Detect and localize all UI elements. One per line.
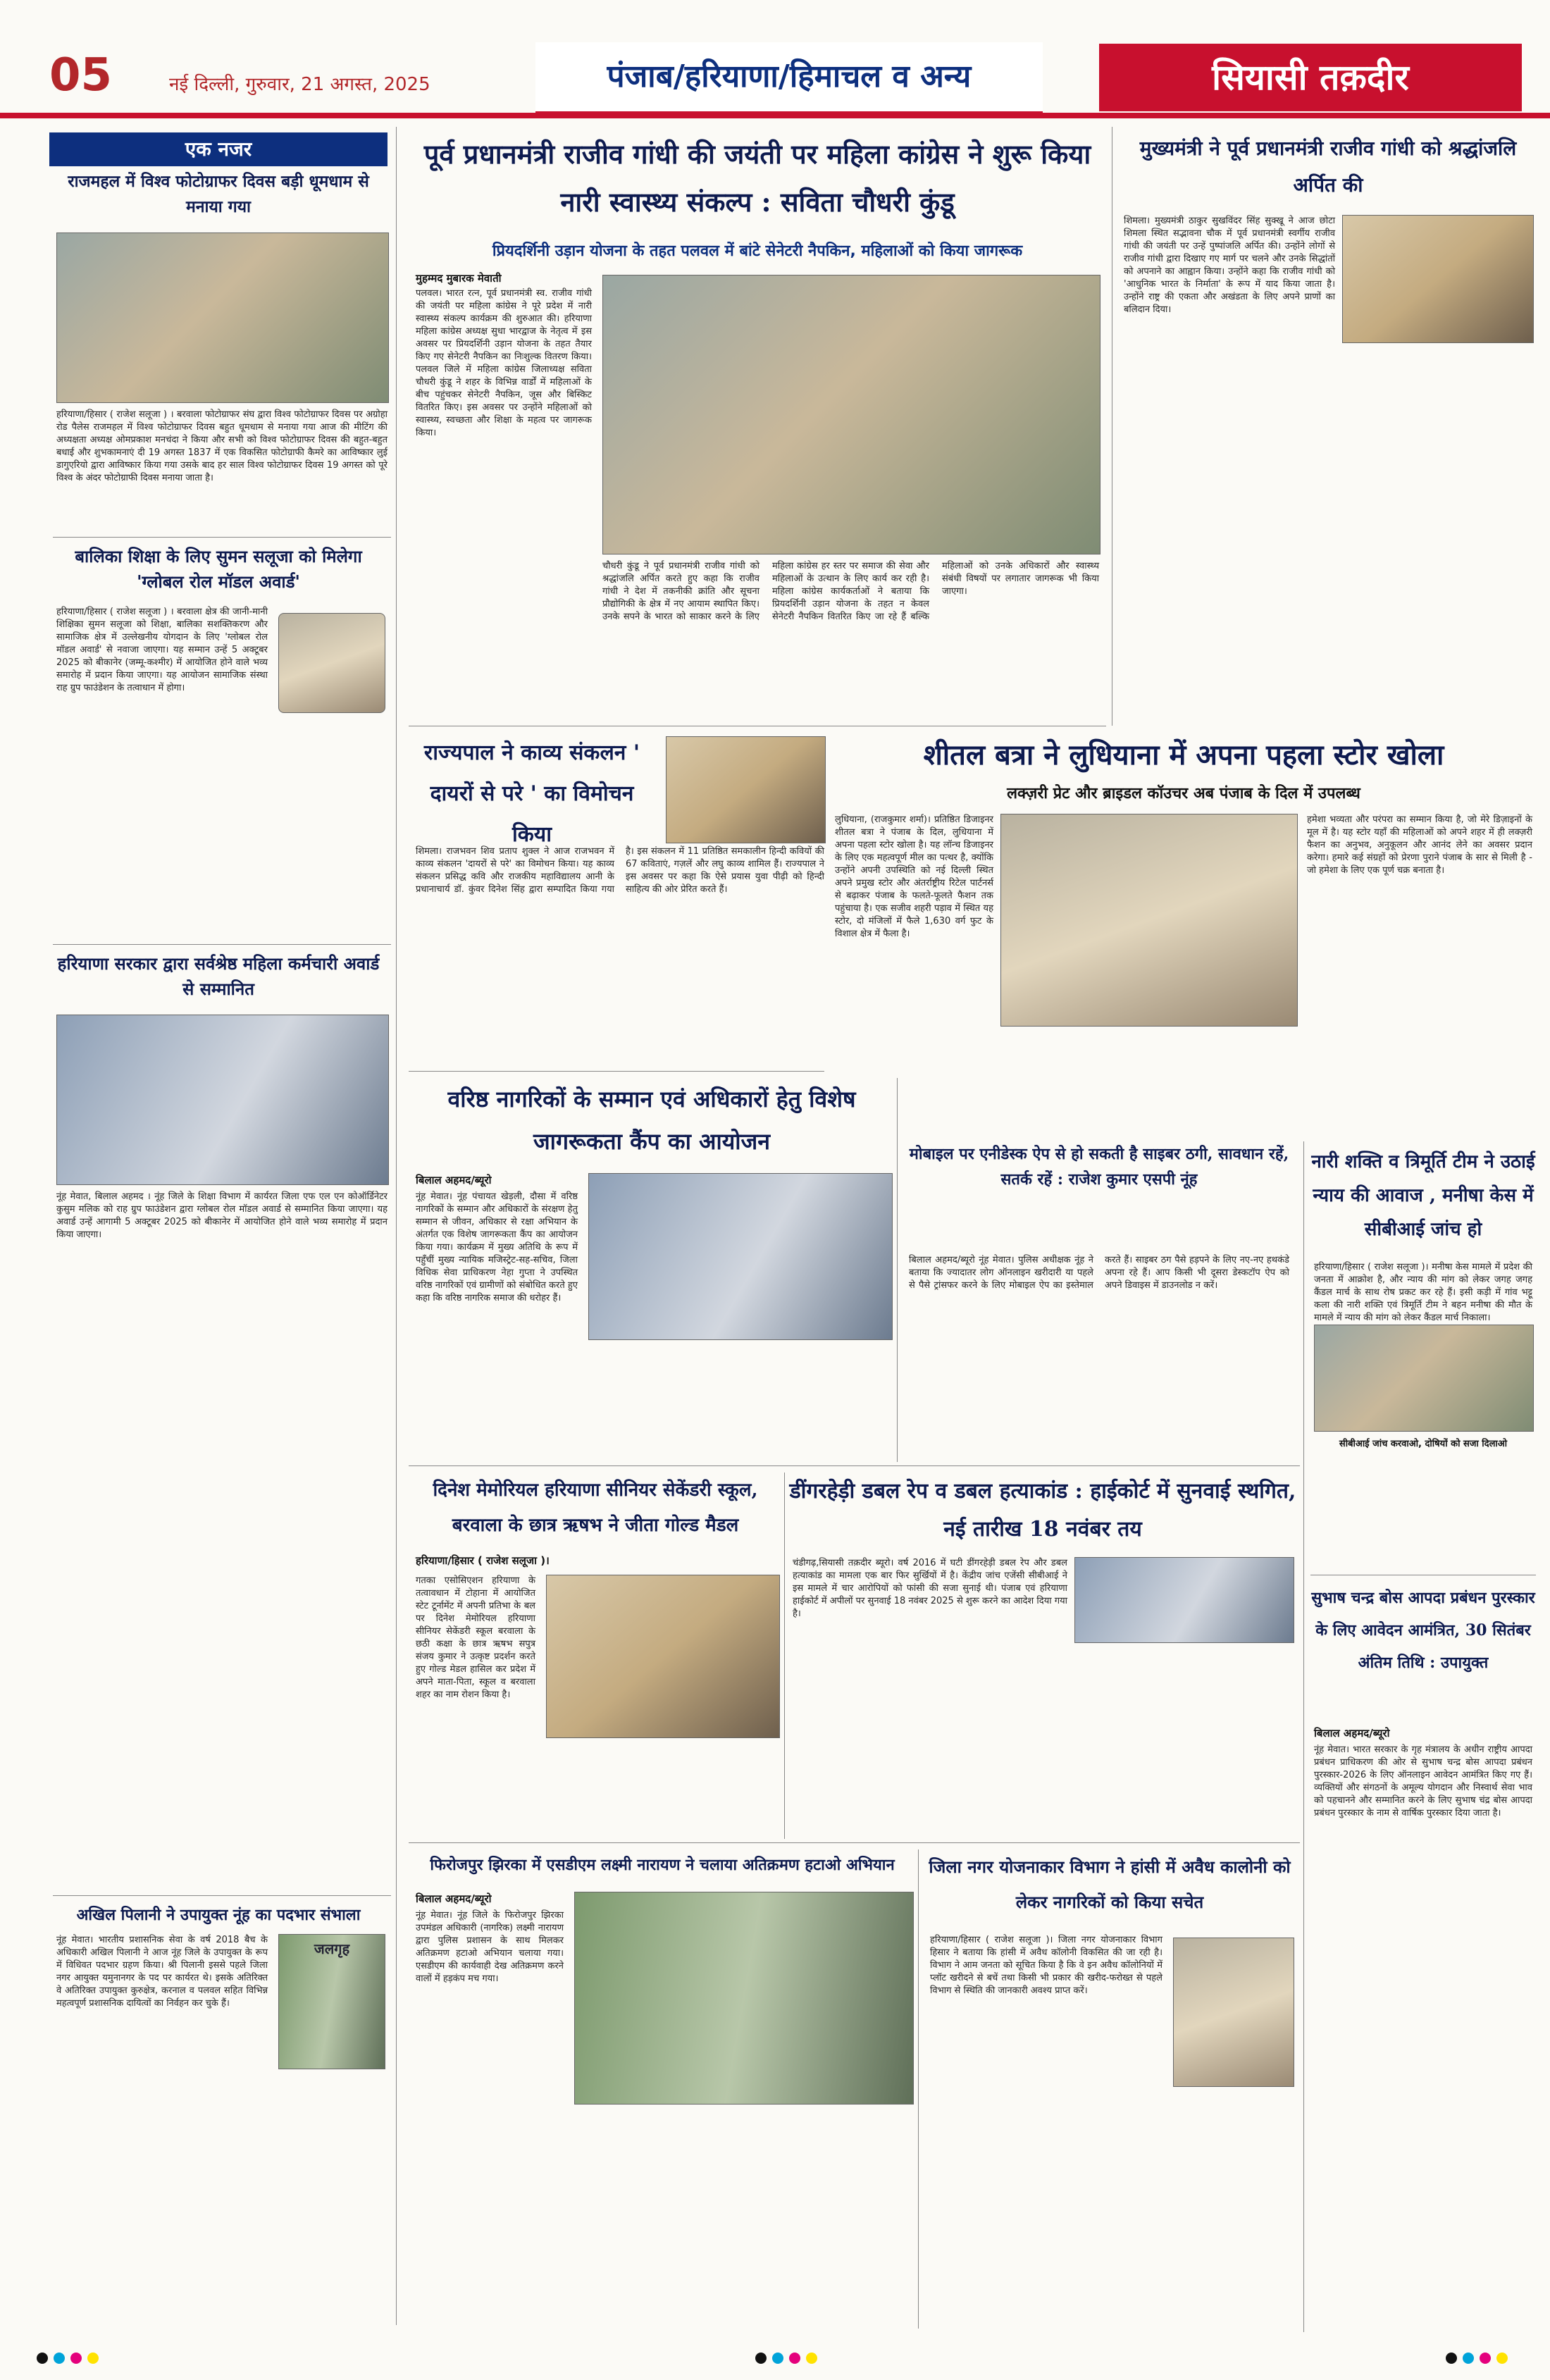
divider (53, 944, 391, 945)
zila-headline: जिला नगर योजनाकार विभाग ने हांसी में अवैध कालोनी को लेकर नागरिकों को किया सचेत (929, 1857, 1291, 1912)
dinesh-body: गतका एसोसिएशन हरियाणा के तत्वावधान में टोहाना में आयोजित स्टेट टूर्नामेंट में अपनी प्रतिभा के बल पर दिनेश मेमोरियल हरियाणा सीनियर सेकेंडरी स्कूल बरवाला के छठी कक्षा के छात्र ऋषभ सपुत्र संजय कुमार ने उत्कृष्ट प्रदर्शन करते हुए गोल्ड मेडल हासिल कर प्रदेश में अपने माता-पिता, स्कूल व बरवाला शहर का नाम रोशन किया है। (416, 1575, 535, 1700)
section-title: पंजाब/हरियाणा/हिमाचल व अन्य (535, 42, 1043, 116)
photo-award-group (56, 1015, 389, 1185)
firoz-headline: फिरोजपुर झिरका में एसडीएम लक्ष्मी नारायण ने चलाया अतिक्रमण हटाओ अभियान (430, 1856, 895, 1874)
cm-body: शिमला। मुख्यमंत्री ठाकुर सुखविंदर सिंह सुक्खू ने आज छोटा शिमला स्थित सद्भावना चौक में पूर्व प्रधानमंत्री स्वर्गीय राजीव गांधी की जयंती पर उन्हें पुष्पांजलि अर्पित की। उन्होंने लोगों से राजीव गांधी द्वारा दिखाए गए मार्ग पर चलने और उनके सिद्धांतों को अपनाने का आह्वान किया। उन्होंने कहा कि राजीव गांधी को 'आधुनिक भारत के निर्माता' के रूप में याद किया जाता है। उन्होंने राष्ट्र की एकता और अखंडता के लिए अपने प्राणों का बलिदान दिया। (1124, 216, 1335, 315)
senior-headline: वरिष्ठ नागरिकों के सम्मान एवं अधिकारों हेतु विशेष जागरूकता कैंप का आयोजन (447, 1086, 856, 1155)
sheetal-headline: शीतल बत्रा ने लुधियाना में अपना पहला स्टोर खोला (923, 738, 1444, 771)
photo-officer (1173, 1938, 1294, 2087)
s4-headline: अखिल पिलानी ने उपायुक्त नूंह का पदभार संभाला (76, 1906, 361, 1924)
registration-marks (0, 2339, 1550, 2377)
lead-byline: मुहम्मद मुबारक मेवाती (416, 272, 502, 285)
brand-title: सियासी तक़दीर (1099, 44, 1522, 111)
dingar-body: चंडीगढ़,सियासी तक़दीर ब्यूरो। वर्ष 2016 में घटी डींगरहेड़ी डबल रेप और डबल हत्याकांड का मामला एक बार फिर सुर्खियों में है। केंद्रीय जांच एजेंसी सीबीआई ने इस मामले में चार आरोपियों को फांसी की सजा सुनाई थी। पंजाब एवं हरियाणा हाईकोर्ट में अपीलों पर सुनवाई 18 नवंबर 2025 से शुरू करने का आदेश दिया गया है। (793, 1558, 1067, 1619)
header-rule (0, 113, 1550, 118)
lead-headline: पूर्व प्रधानमंत्री राजीव गांधी की जयंती पर महिला कांग्रेस ने शुरू किया नारी स्वास्थ्य संकल्प : सविता चौधरी कुंडू (423, 138, 1091, 218)
s4-body: नूंह मेवात। भारतीय प्रशासनिक सेवा के वर्ष 2018 बैच के अधिकारी अखिल पिलानी ने आज नूंह जिले के उपायुक्त के रूप में विधिवत पदभार ग्रहण किया। श्री पिलानी इससे पहले जिला नगर आयुक्त यमुनानगर के पद पर कार्यरत थे। इसके अतिरिक्त वे अतिरिक्त उपायुक्त कुरुक्षेत्र, करनाल व पलवल सहित विभिन्न महत्वपूर्ण प्रशासनिक दायित्वों का निर्वहन कर चुके हैं। (56, 1935, 268, 2009)
sheetal-body: लुधियाना, (राजकुमार शर्मा)। प्रतिष्ठित डिजाइनर शीतल बत्रा ने पंजाब के दिल, लुधियाना में अपना पहला स्टोर खोला है। यह लॉन्च डिजाइनर के लिए एक महत्वपूर्ण मील का पत्थर है, क्योंकि उन्होंने अपनी उपस्थिति को नई दिल्ली स्थित अपने प्रमुख स्टोर और अंतर्राष्ट्रीय रिटेल पार्टनर्स से बढ़ाकर पंजाब के फलते-फूलते फैशन तक पहुंचाया है। एक सजीव शहरी पड़ाव में स्थित यह स्टोर, दो मंजिलों में फैले 1,630 वर्ग फुट के विशाल क्षेत्र में फैला है। (835, 814, 993, 939)
divider (409, 1842, 1300, 1843)
subhash-byline: बिलाल अहमद/ब्यूरो (1314, 1727, 1390, 1740)
subhash-body: नूंह मेवात। भारत सरकार के गृह मंत्रालय के अधीन राष्ट्रीय आपदा प्रबंधन प्राधिकरण की ओर से सुभाष चन्द्र बोस आपदा प्रबंधन पुरस्कार-2026 के लिए ऑनलाइन आवेदन आमंत्रित किए गए हैं। व्यक्तियों और संगठनों के अमूल्य योगदान और निस्वार्थ सेवा भाव को पहचानने और सम्मानित करने के लिए सुभाष चंद्र बोस आपदा प्रबंधन पुरस्कार के नाम से वार्षिक पुरस्कार दिया जाता है। (1314, 1744, 1532, 1818)
divider (409, 1465, 1300, 1466)
firoz-byline: बिलाल अहमद/ब्यूरो (416, 1892, 492, 1905)
mobile-headline: मोबाइल पर एनीडेस्क ऐप से हो सकती है साइबर ठगी, सावधान रहें, सतर्क रहें : राजेश कुमार एसपी नूंह (909, 1145, 1289, 1189)
subhash-headline: सुभाष चन्द्र बोस आपदा प्रबंधन पुरस्कार के लिए आवेदन आमंत्रित, 30 सितंबर अंतिम तिथि : उपायुक्त (1311, 1589, 1535, 1672)
photo-candle-march (1314, 1325, 1534, 1432)
s1-body: हरियाणा/हिसार ( राजेश सलूजा ) । बरवाला फोटोग्राफर संघ द्वारा विश्व फोटोग्राफर दिवस पर अग्रोहा रोड पैलेस राजमहल में विश्व फोटोग्राफर दिवस बहुत धूमधाम से मनाया गया आज की मीटिंग की अध्यक्षता अध्यक्ष ओमप्रकाश मनचंदा ने किया और सभी को विश्व फोटोग्राफर दिवस की बहुत-बहुत बधाई और शुभकामनाएं दी 19 अगस्त 1837 में एक विकसित फोटोग्राफी कैमरे का आविष्कार लुई डागुएरियो द्वारा आविष्कार किया गया उसके बाद हर साल विश्व फोटोग्राफर दिवस 19 अगस्त को पूरे विश्व के अंदर फोटोग्राफी दिवस मनाया जाता है। (56, 409, 388, 483)
s3-body: नूंह मेवात, बिलाल अहमद । नूंह जिले के शिक्षा विभाग में कार्यरत जिला एफ एल एन कोऑर्डिनेटर कुसुम मलिक को राह ग्रुप फाउंडेशन द्वारा ग्लोबल रोल मॉडल अवार्ड से सम्मानित किया जाएगा। यह अवार्ड उन्हें आगामी 5 अक्टूबर 2025 को बीकानेर में आयोजित होने वाले भव्य समारोह में प्रदान किया जाएगा। (56, 1191, 388, 1240)
firoz-body: नूंह मेवात। नूंह जिले के फिरोजपुर झिरका उपमंडल अधिकारी (नागरिक) लक्ष्मी नारायण द्वारा पुलिस प्रशासन के साथ मिलकर अतिक्रमण हटाओ अभियान चलाया गया। एसडीएम की कार्यवाही देख अतिक्रमण करने वालों में हड़कंप मच गया। (416, 1910, 564, 1984)
ek-nazar-label: एक नजर (49, 132, 388, 166)
column-rule (1303, 1141, 1304, 2332)
dinesh-byline: हरियाणा/हिसार ( राजेश सलूजा )। (416, 1554, 550, 1567)
column-rule (784, 1473, 785, 1839)
photo-caption-word: जलगृह (314, 1940, 350, 1957)
mobile-body: बिलाल अहमद/ब्यूरो नूंह मेवात। पुलिस अधीक्षक नूंह ने बताया कि ज्यादातर लोग ऑनलाइन खरीदारी या पहले से पैसे ट्रांसफर करने के लिए मोबाइल ऐप का इस्तेमाल करते हैं। साइबर ठग पैसे हड़पने के लिए नए-नए हथकंडे अपना रहे हैं। आप किसी भी दूसरा डेस्कटॉप ऐप को अपने डिवाइस में डाउनलोड न करें। (909, 1255, 1289, 1291)
photo-store-launch (1000, 814, 1298, 1027)
divider (53, 537, 391, 538)
column-rule (897, 1078, 898, 1462)
nari-banner: सीबीआई जांच करवाओ, दोषियों को सजा दिलाओ (1339, 1439, 1508, 1449)
photo-akhil-pilani (278, 1934, 385, 2069)
photo-dingar-lawyers (1074, 1557, 1294, 1643)
dinesh-headline: दिनेश मेमोरियल हरियाणा सीनियर सेकेंडरी स्कूल, बरवाला के छात्र ऋषभ ने जीता गोल्ड मैडल (433, 1480, 758, 1536)
photo-cm-tribute (1342, 215, 1534, 343)
dingar-headline: डींगरहेड़ी डबल रेप व डबल हत्याकांड : हाईकोर्ट में सुनवाई स्थगित, नई तारीख 18 नवंबर तय (789, 1479, 1296, 1542)
photo-suman-saluja (278, 613, 385, 713)
s2-body: हरियाणा/हिसार ( राजेश सलूजा ) । बरवाला क्षेत्र की जानी-मानी शिक्षिका सुमन सलूजा को शिक्षा, बालिका सशक्तिकरण और सामाजिक क्षेत्र में उल्लेखनीय योगदान के लिए 'ग्लोबल रोल मॉडल अवार्ड' से नवाजा जाएगा। यह सम्मान उन्हें 5 अक्टूबर 2025 को बीकानेर (जम्मू-कश्मीर) में आयोजित होने वाले भव्य समारोह में प्रदान किया जाएगा। यह आयोजन सामाजिक संस्था राह ग्रुप फाउंडेशन के तत्वाधान में होगा। (56, 607, 268, 693)
s3-headline: हरियाणा सरकार द्वारा सर्वश्रेष्ठ महिला कर्मचारी अवार्ड से सम्मानित (57, 953, 380, 999)
column-rule (918, 1849, 919, 2329)
sheetal-subheadline: लक्ज़री प्रेट और ब्राइडल कॉउचर अब पंजाब के दिल में उपलब्ध (1007, 785, 1360, 802)
column-rule (396, 127, 397, 2325)
photo-women-congress (602, 275, 1100, 554)
divider (409, 1071, 824, 1072)
photo-photographers (56, 233, 389, 403)
governor-body: शिमला। राजभवन शिव प्रताप शुक्ल ने आज राजभवन में काव्य संकलन 'दायरों से परे' का विमोचन किया। यह काव्य संकलन प्रसिद्ध कवि और राजकीय महाविद्यालय आनी के प्रधानाचार्य डॉ. कुंवर दिनेश सिंह द्वारा सम्पादित किया गया है। इस संकलन में 11 प्रतिष्ठित समकालीन हिन्दी कवियों की 67 कविताएं, गज़लें और लघु काव्य शामिल हैं। राज्यपाल ने इस अवसर पर कहा कि ऐसे प्रयास युवा पीढ़ी को हिन्दी साहित्य की ओर प्रेरित करते हैं। (416, 846, 824, 895)
photo-gold-medal (546, 1575, 780, 1738)
page-number: 05 (49, 49, 113, 101)
nari-headline: नारी शक्ति व त्रिमूर्ति टीम ने उठाई न्याय की आवाज , मनीषा केस में सीबीआई जांच हो (1311, 1151, 1535, 1240)
divider (53, 1895, 391, 1896)
senior-byline: बिलाल अहमद/ब्यूरो (416, 1174, 492, 1186)
lead-body-2: चौधरी कुंडू ने पूर्व प्रधानमंत्री राजीव गांधी को श्रद्धांजलि अर्पित करते हुए कहा कि राजीव गांधी ने देश में तकनीकी क्रांति और सूचना प्रौद्योगिकी के क्षेत्र में नए आयाम स्थापित किए। उनके सपने के भारत को साकार करने के लिए महिला कांग्रेस हर स्तर पर समाज की सेवा और महिलाओं के उत्थान के लिए कार्य कर रही है। महिला कांग्रेस कार्यकर्ताओं ने बताया कि प्रियदर्शिनी उड़ान योजना के तहत न केवल सेनेटरी नैपकिन वितरित किए जा रहे हैं बल्कि महिलाओं को उनके अधिकारों और स्वास्थ्य संबंधी विषयों पर लगातार जागरूक भी किया जाएगा। (602, 561, 1099, 622)
s1-headline: राजमहल में विश्व फोटोग्राफर दिवस बड़ी धूमधाम से मनाया गया (68, 172, 369, 216)
dateline: नई दिल्ली, गुरुवार, 21 अगस्त, 2025 (169, 74, 430, 95)
nari-body: हरियाणा/हिसार ( राजेश सलूजा )। मनीषा केस मामले में प्रदेश की जनता में आक्रोश है, और न्याय की मांग को लेकर जगह जगह कैंडल मार्च के साथ रोष प्रकट कर रहे हैं। इसी कड़ी में गांव भट्टू कला की नारी शक्ति एवं त्रिमूर्ति टीम ने बहन मनीषा की मौत के मामले में न्याय की मांग को लेकर कैंडल मार्च निकाला। (1314, 1262, 1532, 1323)
governor-headline: राज्यपाल ने काव्य संकलन ' दायरों से परे ' का विमोचन किया (423, 740, 640, 847)
photo-governor (666, 736, 826, 843)
sheetal-body-2: हमेशा भव्यता और परंपरा का सम्मान किया है, जो मेरे डिज़ाइनों के मूल में है। यह स्टोर यहाँ की महिलाओं को अपने शहर में ही लक्ज़री फैशन का अनुभव, अनुकूलन और आनंद लेने का अवसर प्रदान करेगा। हमारे कई संग्रहों को प्रेरणा पुराने पंजाब के सार से मिली है - जो हमेशा के लिए एक पूर्ण चक्र बनाता है। (1307, 814, 1532, 876)
photo-encroachment-drive (574, 1892, 914, 2105)
lead-subheadline: प्रियदर्शिनी उड़ान योजना के तहत पलवल में बांटे सेनेटरी नैपकिन, महिलाओं को किया जागरूक (492, 242, 1023, 260)
s2-headline: बालिका शिक्षा के लिए सुमन सलूजा को मिलेगा 'ग्लोबल रोल मॉडल अवार्ड' (75, 546, 362, 592)
zila-body: हरियाणा/हिसार ( राजेश सलूजा )। जिला नगर योजनाकार विभाग हिसार ने बताया कि हांसी में अवैध कॉलोनी विकसित की जा रही है। विभाग ने आम जनता को सूचित किया है कि वे इन अवैध कॉलोनियों में प्लॉट खरीदने से बचें तथा किसी भी प्रकार की खरीद-फरोख्त से पहले विभाग से स्थिति की जानकारी अवश्य प्राप्त करें। (930, 1935, 1162, 1996)
senior-body: नूंह मेवात। नूंह पंचायत खेड़ली, दौसा में वरिष्ठ नागरिकों के सम्मान और अधिकारों के संरक्षण हेतु सम्मान से जीवन, अधिकार से रक्षा अभियान के अंतर्गत एक विशेष जागरूकता कैंप का आयोजन किया गया। कार्यक्रम में मुख्य अतिथि के रूप में पहुँचीं मुख्य न्यायिक मजिस्ट्रेट-सह-सचिव, जिला विधिक सेवा प्राधिकरण नेहा गुप्ता ने उपस्थित वरिष्ठ नागरिकों एवं ग्रामीणों को संबोधित करते हुए कहा कि वरिष्ठ नागरिक समाज की धरोहर हैं। (416, 1191, 578, 1303)
lead-body: पलवल। भारत रत्न, पूर्व प्रधानमंत्री स्व. राजीव गांधी की जयंती पर महिला कांग्रेस ने पूरे प्रदेश में नारी स्वास्थ्य संकल्प कार्यक्रम की शुरुआत की। हरियाणा महिला कांग्रेस अध्यक्ष सुधा भारद्वाज के नेतृत्व में इस अवसर पर प्रियदर्शिनी उड़ान योजना के तहत तैयार किए गए सेनेटरी नैपकिन का निःशुल्क वितरण किया। पलवल जिले में महिला कांग्रेस जिलाध्यक्ष सविता चौधरी कुंडू ने शहर के विभिन्न वार्डों में महिलाओं के बीच पहुंचकर सेनेटरी नैपकिन, जूस और बिस्किट वितरित किए। इस अवसर पर उन्होंने महिलाओं को स्वास्थ्य, स्वच्छता और शिक्षा के महत्व पर जागरूक किया। (416, 288, 592, 438)
photo-senior-camp (588, 1173, 893, 1340)
cm-headline: मुख्यमंत्री ने पूर्व प्रधानमंत्री राजीव गांधी को श्रद्धांजलि अर्पित की (1139, 137, 1517, 197)
footer-color-strip (0, 2339, 1550, 2377)
